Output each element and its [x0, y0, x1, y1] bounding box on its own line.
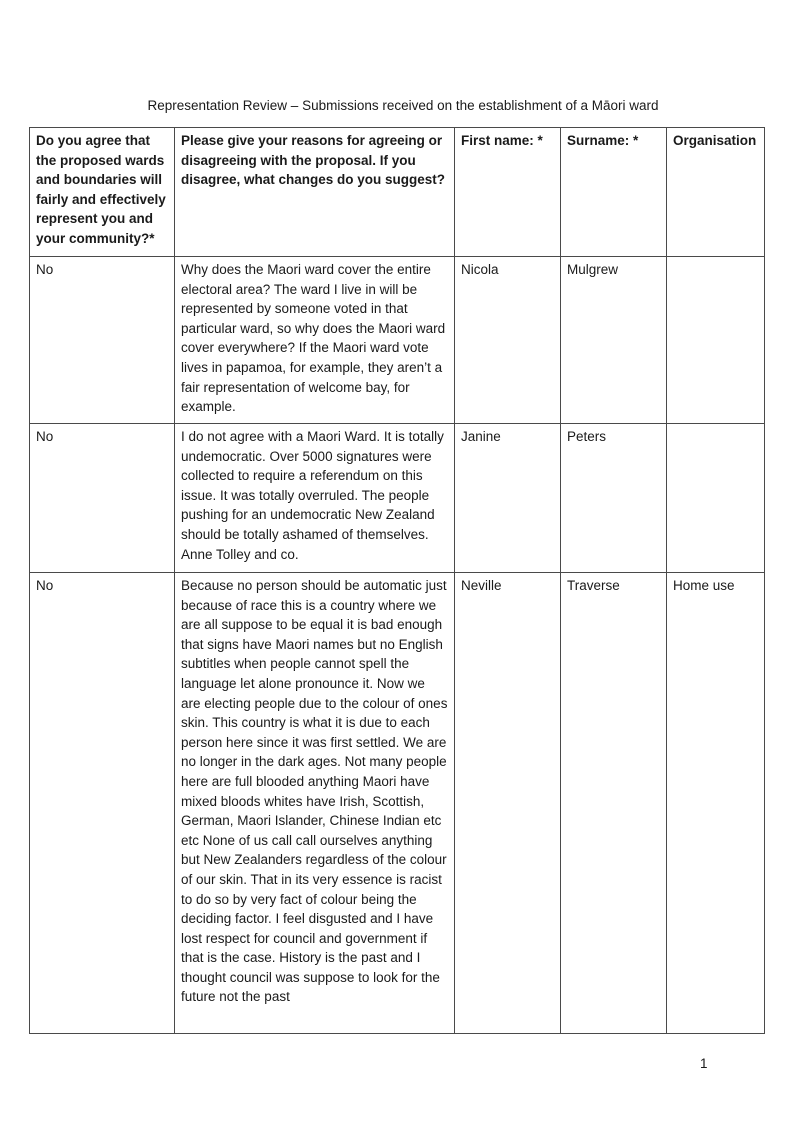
document-title	[0, 96, 806, 116]
cell-first-name: Neville	[455, 573, 561, 1034]
table-row	[30, 424, 765, 573]
table-header-row	[30, 128, 765, 257]
cell-surname: Mulgrew	[561, 257, 667, 424]
header-surname: Surname: *	[561, 128, 667, 257]
document-title-suffix: ward	[625, 98, 659, 113]
cell-organisation: Home use	[667, 573, 765, 1034]
cell-first-name: Nicola	[455, 257, 561, 424]
cell-surname: Traverse	[561, 573, 667, 1034]
header-agree: Do you agree that the proposed wards and boundaries will fairly and effectively represent you and your community?*	[30, 128, 175, 257]
header-first-name: First name: *	[455, 128, 561, 257]
page-number: 1	[700, 1056, 708, 1071]
cell-surname: Peters	[561, 424, 667, 573]
cell-organisation	[667, 257, 765, 424]
cell-agree: No	[30, 257, 175, 424]
cell-reason: Why does the Maori ward cover the entire electoral area? The ward I live in will be represented by someone voted in that particular ward, so why does the Maori ward cover everywhere? If the Maori ward vote lives in papamoa, for example, they aren’t a fair representation of welcome bay, for example.	[175, 257, 455, 424]
cell-reason: I do not agree with a Maori Ward. It is totally undemocratic. Over 5000 signatures were collected to require a referendum on this issue. It was totally overruled. The people pushing for an undemocratic New Zealand should be totally ashamed of themselves. Anne Tolley and co.	[175, 424, 455, 573]
table-row	[30, 573, 765, 1034]
header-organisation: Organisation	[667, 128, 765, 257]
cell-agree: No	[30, 424, 175, 573]
cell-first-name: Janine	[455, 424, 561, 573]
header-reasons: Please give your reasons for agreeing or disagreeing with the proposal. If you disagree, what changes do you suggest?	[175, 128, 455, 257]
document-title-maori-word: Māori	[591, 98, 626, 113]
document-title-prefix: Representation Review – Submissions received on the establishment of a	[147, 98, 592, 113]
cell-reason: Because no person should be automatic just because of race this is a country where we are all suppose to be equal it is bad enough that signs have Maori names but no English subtitles when people cannot spell the language let alone pronounce it. Now we are electing people due to the colour of ones skin. This country is what it is due to each person here since it was first settled. We are no longer in the dark ages. Not many people here are full blooded anything Maori have mixed bloods whites have Irish, Scottish, German, Maori Islander, Chinese Indian etc etc None of us call call ourselves anything but New Zealanders regardless of the colour of our skin. That in its very essence is racist to do so by very fact of colour being the deciding factor. I feel disgusted and I have lost respect for council and government if that is the case. History is the past and I thought council was suppose to look for the future not the past	[175, 573, 455, 1034]
submissions-table	[29, 127, 765, 1034]
table-row	[30, 257, 765, 424]
cell-agree: No	[30, 573, 175, 1034]
cell-organisation	[667, 424, 765, 573]
